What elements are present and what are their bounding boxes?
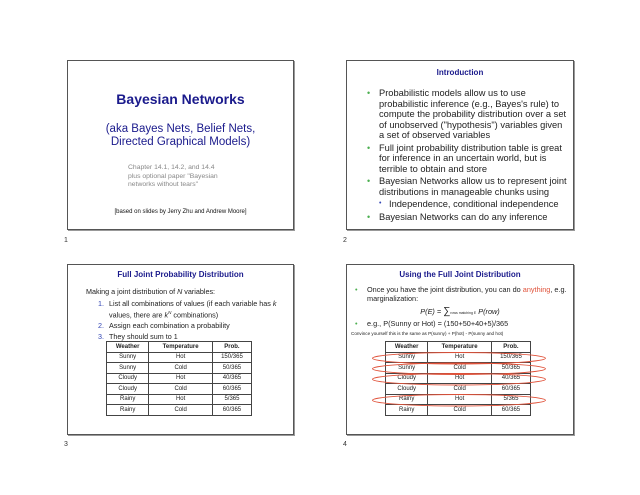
table-cell: 50/365 (491, 363, 530, 374)
row-highlight-ellipse (373, 363, 546, 375)
table-cell: Hot (428, 394, 492, 405)
column-header: Prob. (212, 342, 251, 353)
table-cell: Sunny (107, 352, 149, 363)
page-number: 3 (64, 441, 68, 448)
bullet-icon: • (367, 211, 371, 222)
table-cell: 150/365 (491, 352, 530, 363)
table-cell: Cloudy (107, 373, 149, 384)
highlight-overlay (347, 265, 575, 436)
slide-title: Bayesian Networks (116, 91, 245, 107)
chapter-note (128, 164, 218, 190)
bullet-icon: • (367, 88, 371, 98)
row-highlight-ellipse (373, 395, 546, 407)
table-cell: Cold (428, 405, 492, 416)
intro-text: Making a joint distribution of N variables: (86, 287, 216, 296)
joint-table (106, 341, 252, 416)
table-row (107, 352, 252, 363)
table-header-row (107, 342, 252, 353)
page-number: 2 (343, 237, 347, 244)
table-cell: Sunny (386, 352, 428, 363)
table-row (107, 363, 252, 374)
slide-1 (67, 60, 294, 230)
note: Convince yourself this is the same as P(sunny) + P(hot) - P(sunny and hot) (351, 331, 504, 336)
subtitle-line: Directed Graphical Models) (110, 136, 251, 148)
table-cell: Sunny (386, 363, 428, 374)
table-cell: 60/365 (491, 405, 530, 416)
step-item: 1. List all combinations of values (if each variable has k values, there are $k^N$ combinations) (98, 299, 277, 320)
table-cell: Cloudy (386, 384, 428, 395)
table-cell: Cloudy (107, 384, 149, 395)
sub-bullet-item: • Independence, conditional independence (379, 199, 559, 209)
bullet-icon: • (355, 319, 358, 328)
table-row (107, 384, 252, 395)
row-highlight-ellipse (373, 353, 546, 365)
bullet-icon: • (367, 176, 371, 186)
table-cell: 60/365 (491, 384, 530, 395)
bullet-item: • e.g., P(Sunny or Hot) = (150+50+40+5)/365 (355, 319, 509, 328)
table-row (107, 394, 252, 405)
step-item: 2. Assign each combination a probability (98, 321, 230, 331)
bullet-item: • Probabilistic models allow us to use probabilistic inference (e.g., Bayes's rule) to compute the probability distribution over a set of unobserved ("hypothesis") variables given a set of observed variables (367, 88, 567, 140)
step-item: 3. They should sum to 1 (98, 332, 178, 342)
table-cell: 40/365 (491, 373, 530, 384)
table-cell: Rainy (386, 394, 428, 405)
chapter-line: Chapter 14.1, 14.2, and 14.4 (128, 164, 215, 171)
subtitle-line: (aka Bayes Nets, Belief Nets, (105, 123, 256, 135)
table-cell: 60/365 (212, 405, 251, 416)
table-cell: Cold (149, 363, 213, 374)
bullet-item: • Once you have the joint distribution, you can do anything, e.g. marginalization: (355, 285, 567, 303)
column-header: Weather (386, 342, 428, 353)
slide-2 (346, 60, 574, 230)
table-cell: Sunny (107, 363, 149, 374)
table-row (107, 405, 252, 416)
slide-title: Introduction (436, 68, 484, 77)
table-cell: 60/365 (212, 384, 251, 395)
table-cell: Cold (428, 363, 492, 374)
slide-title: Full Joint Probability Distribution (117, 270, 244, 279)
chapter-line: plus optional paper "Bayesian (128, 172, 218, 180)
table-cell: 150/365 (212, 352, 251, 363)
table-cell: Hot (428, 352, 492, 363)
row-highlight-ellipse (373, 374, 546, 386)
column-header: Temperature (428, 342, 492, 353)
table-cell: 40/365 (212, 373, 251, 384)
steps-list (98, 299, 288, 343)
page-number: 1 (64, 237, 68, 244)
table-cell: Hot (149, 352, 213, 363)
slide-subtitle (68, 123, 293, 149)
bullet-item: • Bayesian Networks can do any inference (367, 211, 548, 222)
table-cell: Hot (149, 373, 213, 384)
table-cell: Hot (149, 394, 213, 405)
formula: P(E) = ∑rows matching E P(row) (420, 306, 500, 317)
slide-title: Using the Full Joint Distribution (399, 270, 521, 279)
column-header: Weather (107, 342, 149, 353)
bullet-icon: • (367, 142, 371, 153)
table-row (107, 373, 252, 384)
table-cell: 5/365 (491, 394, 530, 405)
table-cell: Cloudy (386, 373, 428, 384)
bullet-icon: • (379, 200, 382, 207)
column-header: Prob. (491, 342, 530, 353)
bullet-icon: • (355, 285, 358, 294)
table-cell: Hot (428, 373, 492, 384)
bullet-item: • Full joint probability distribution table is great for inference in an uncertain world, but is terrible to obtain and store (367, 142, 562, 174)
column-header: Temperature (149, 342, 213, 353)
table-cell: 50/365 (212, 363, 251, 374)
page-number: 4 (343, 441, 347, 448)
table-cell: Cold (149, 384, 213, 395)
table-cell: 5/365 (212, 394, 251, 405)
table-cell: Rainy (107, 405, 149, 416)
bullet-list (367, 88, 567, 224)
slide-3 (67, 264, 294, 435)
chapter-line: networks without tears" (128, 181, 199, 188)
table-cell: Cold (149, 405, 213, 416)
table-cell: Rainy (386, 405, 428, 416)
slide-4 (346, 264, 574, 435)
table-cell: Rainy (107, 394, 149, 405)
credit: [based on slides by Jerry Zhu and Andrew Moore] (114, 209, 247, 215)
table-cell: Cold (428, 384, 492, 395)
bullet-item: • Bayesian Networks allow us to represent joint distributions in manageable chunks using (367, 176, 567, 197)
